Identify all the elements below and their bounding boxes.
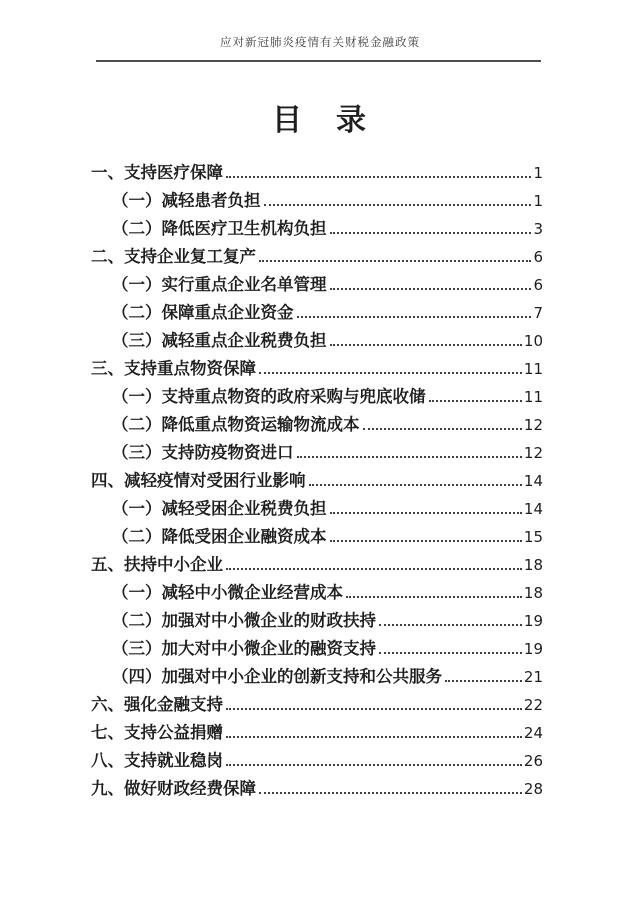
toc-entry (91, 243, 543, 271)
toc-entry (91, 775, 543, 803)
toc-dot-leader (429, 400, 522, 402)
toc-entry-label: （二）降低医疗卫生机构负担 (112, 220, 327, 238)
toc-entry (91, 411, 543, 439)
toc-page-number: 11 (523, 360, 543, 378)
toc-entry-label: 三、支持重点物资保障 (91, 360, 256, 378)
toc-page-number: 3 (533, 220, 543, 238)
toc-entry (91, 271, 543, 299)
running-header: 应对新冠肺炎疫情有关财税金融政策 (220, 37, 420, 49)
toc-dot-leader (297, 456, 522, 458)
toc-page-number: 14 (523, 500, 543, 518)
toc-entry-label: 六、强化金融支持 (91, 696, 223, 714)
toc-entry (91, 523, 543, 551)
toc-list (91, 159, 543, 803)
toc-entry-label: 二、支持企业复工复产 (91, 248, 256, 266)
toc-dot-leader (346, 596, 522, 598)
toc-dot-leader (259, 260, 531, 262)
toc-dot-leader (330, 540, 522, 542)
toc-page-number: 19 (523, 640, 543, 658)
toc-entry-label: （一）减轻患者负担 (112, 192, 261, 210)
toc-page-number: 21 (523, 668, 543, 686)
toc-entry-label: 八、支持就业稳岗 (91, 752, 223, 770)
toc-entry (91, 551, 543, 579)
toc-entry (91, 663, 543, 691)
toc-dot-leader (309, 484, 522, 486)
toc-dot-leader (330, 232, 532, 234)
toc-dot-leader (330, 344, 522, 346)
toc-page-number: 18 (523, 556, 543, 574)
toc-page-number: 28 (523, 780, 543, 798)
toc-page-number: 18 (523, 584, 543, 602)
toc-page-number: 26 (523, 752, 543, 770)
toc-dot-leader (226, 708, 522, 710)
toc-entry (91, 327, 543, 355)
toc-entry-label: 一、支持医疗保障 (91, 164, 223, 182)
toc-entry-label: （二）降低受困企业融资成本 (112, 528, 327, 546)
toc-dot-leader (226, 736, 522, 738)
toc-entry (91, 635, 543, 663)
toc-dot-leader (363, 428, 522, 430)
toc-entry (91, 383, 543, 411)
toc-dot-leader (259, 792, 522, 794)
toc-page-number: 1 (533, 164, 543, 182)
toc-page-number: 19 (523, 612, 543, 630)
toc-page-number: 10 (523, 332, 543, 350)
toc-page-number: 12 (523, 444, 543, 462)
toc-dot-leader (445, 680, 522, 682)
toc-entry-label: （三）支持防疫物资进口 (112, 444, 294, 462)
toc-dot-leader (330, 288, 532, 290)
toc-dot-leader (297, 316, 532, 318)
toc-page-number: 14 (523, 472, 543, 490)
toc-dot-leader (379, 652, 522, 654)
toc-entry-label: 五、扶持中小企业 (91, 556, 223, 574)
toc-page-number: 6 (533, 276, 543, 294)
toc-entry-label: （一）减轻中小微企业经营成本 (112, 584, 343, 602)
toc-page-number: 24 (523, 724, 543, 742)
toc-page-number: 7 (533, 304, 543, 322)
toc-entry-label: （二）降低重点物资运输物流成本 (112, 416, 360, 434)
toc-dot-leader (264, 204, 532, 206)
toc-entry (91, 467, 543, 495)
toc-dot-leader (330, 512, 522, 514)
toc-entry (91, 215, 543, 243)
toc-entry-label: （一）减轻受困企业税费负担 (112, 500, 327, 518)
toc-dot-leader (226, 176, 531, 178)
toc-entry-label: 七、支持公益捐赠 (91, 724, 223, 742)
toc-entry (91, 355, 543, 383)
toc-entry-label: （二）加强对中小微企业的财政扶持 (112, 612, 376, 630)
toc-entry-label: （三）加大对中小微企业的融资支持 (112, 640, 376, 658)
toc-entry (91, 495, 543, 523)
toc-dot-leader (226, 764, 522, 766)
toc-entry (91, 299, 543, 327)
toc-dot-leader (259, 372, 522, 374)
toc-entry-label: 四、减轻疫情对受困行业影响 (91, 472, 306, 490)
toc-entry (91, 579, 543, 607)
toc-page-number: 1 (533, 192, 543, 210)
toc-entry (91, 719, 543, 747)
toc-page-number: 22 (523, 696, 543, 714)
toc-dot-leader (226, 568, 522, 570)
toc-entry-label: （二）保障重点企业资金 (112, 304, 294, 322)
toc-entry (91, 691, 543, 719)
toc-page-number: 6 (533, 248, 543, 266)
toc-entry-label: （一）实行重点企业名单管理 (112, 276, 327, 294)
toc-entry (91, 159, 543, 187)
toc-entry-label: 九、做好财政经费保障 (91, 780, 256, 798)
toc-page-number: 15 (523, 528, 543, 546)
header-rule (96, 60, 541, 62)
toc-page-number: 12 (523, 416, 543, 434)
toc-dot-leader (379, 624, 522, 626)
toc-page-number: 11 (523, 388, 543, 406)
toc-entry (91, 607, 543, 635)
toc-entry-label: （三）减轻重点企业税费负担 (112, 332, 327, 350)
toc-entry-label: （四）加强对中小企业的创新支持和公共服务 (112, 668, 442, 686)
page-title: 目 录 (272, 104, 368, 137)
toc-entry (91, 747, 543, 775)
toc-entry (91, 187, 543, 215)
toc-entry (91, 439, 543, 467)
toc-entry-label: （一）支持重点物资的政府采购与兜底收储 (112, 388, 426, 406)
